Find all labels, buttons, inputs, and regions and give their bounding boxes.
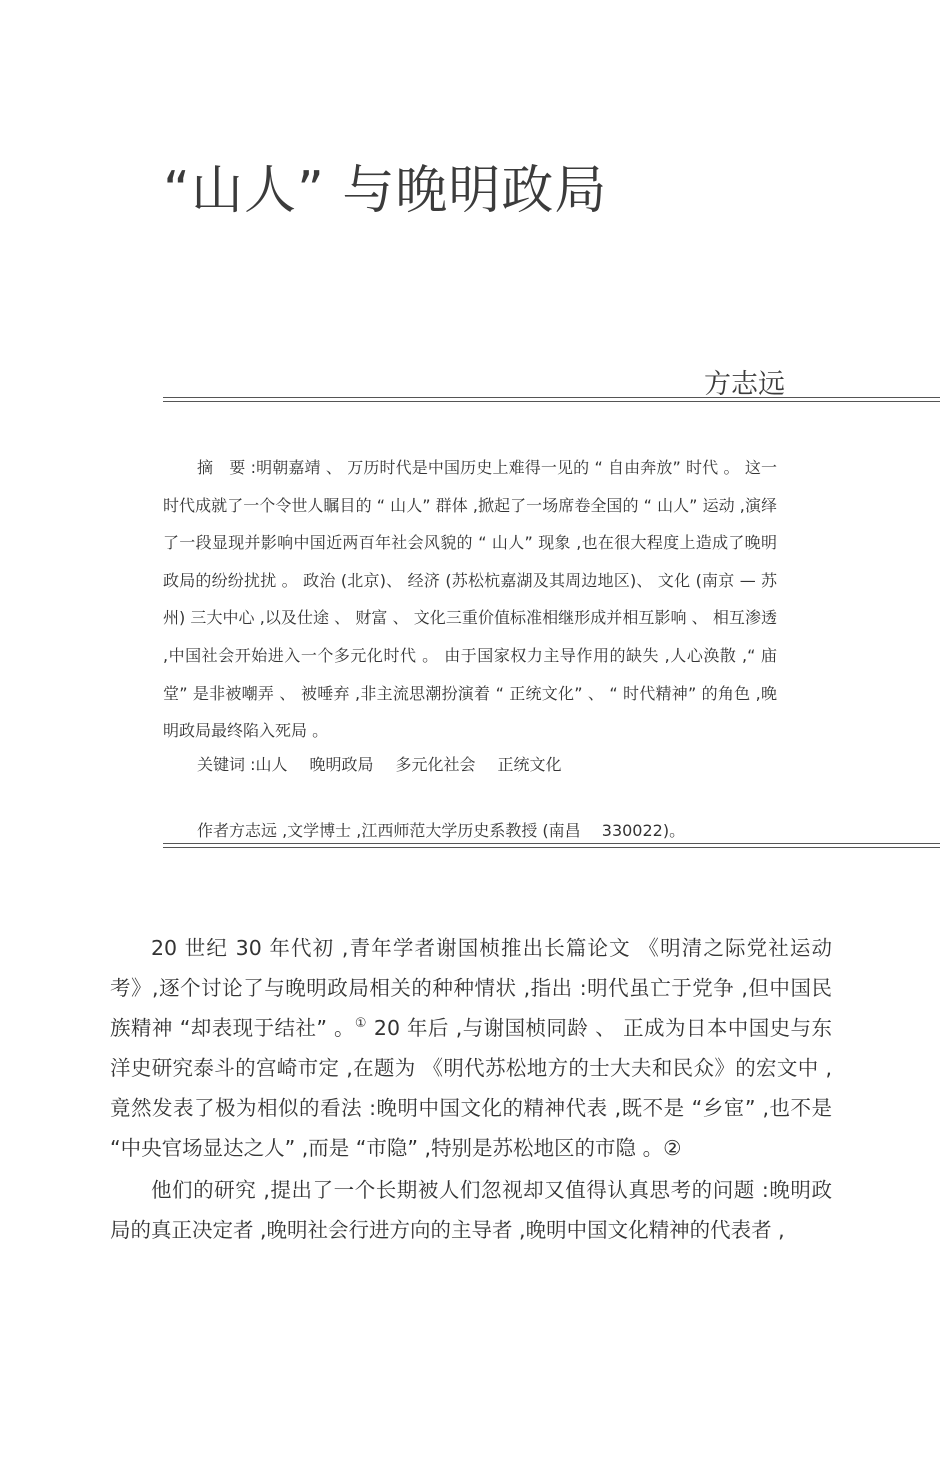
author-name: 方志远 xyxy=(704,369,785,400)
abstract-label: 摘 要 : xyxy=(197,458,257,477)
footnote-marker[interactable]: ② xyxy=(663,1136,682,1160)
keyword: 山人 xyxy=(255,755,288,774)
author-info: 作者方志远 ,文学博士 ,江西师范大学历史系教授 (南昌 330022)。 xyxy=(197,821,686,840)
footnote-marker[interactable]: ① xyxy=(354,1016,367,1032)
keywords xyxy=(197,749,584,781)
body-paragraph xyxy=(110,928,832,1168)
article-title: “山人” 与晚明政局 xyxy=(163,161,608,221)
abstract-text: 明朝嘉靖 、 万历时代是中国历史上难得一见的 “ 自由奔放” 时代 。 这一时代成就了一个令世人瞩目的 “ 山人” 群体 ,掀起了一场席卷全国的 “ 山人” 运动 ,演绎了一段显现并影响中国近两百年社会风貌的 “ 山人” 现象 ,也在很大程度上造成了晚明政局的纷纷扰扰 。 政治 (北京)、 经济 (苏松杭嘉湖及其周边地区)、 文化 (南京 — 苏州) 三大中心 ,以及仕途 、 财富 、 文化三重价值标准相继形成并相互影响 、 相互渗透 ,中国社会开始进入一个多元化时代 。 由于国家权力主导作用的缺失 ,人心涣散 ,“ 庙堂” 是非被嘲弄 、 被唾弃 ,非主流思潮扮演着 “ 正统文化” 、 “ 时代精神” 的角色 ,晚明政局最终陷入死局 。 xyxy=(163,458,777,741)
body-text-segment: 20 世纪 30 年代初 ,青年学者谢国桢推出长篇论文 《明清之际党社运动考》,逐个讨论了与晚明政局相关的种种情状 ,指出 :明代虽亡于党争 ,但中国民族精神 “却表现于结社” 。 xyxy=(110,936,832,1040)
keyword: 晚明政局 xyxy=(309,755,374,774)
body-paragraph: 他们的研究 ,提出了一个长期被人们忽视却又值得认真思考的问题 :晚明政局的真正决定者 ,晚明社会行进方向的主导者 ,晚明中国文化精神的代表者 , xyxy=(110,1178,832,1242)
keyword: 正统文化 xyxy=(497,755,562,774)
body-text-segment: 20 年后 ,与谢国桢同龄 、 正成为日本中国史与东洋史研究泰斗的宫崎市定 ,在题为 《明代苏松地方的士大夫和民众》的宏文中 ,竟然发表了极为相似的看法 :晚明中国文化的精神代表 ,既不是 “乡宦” ,也不是 “中央官场显达之人” ,而是 “市隐” ,特别是苏松地区的市隐 。 xyxy=(110,1016,832,1160)
body-text xyxy=(110,928,832,1252)
keywords-label: 关键词 : xyxy=(197,755,256,774)
abstract xyxy=(163,449,777,750)
bottom-divider xyxy=(163,843,940,848)
top-divider xyxy=(163,397,940,402)
keyword: 多元化社会 xyxy=(395,755,476,774)
